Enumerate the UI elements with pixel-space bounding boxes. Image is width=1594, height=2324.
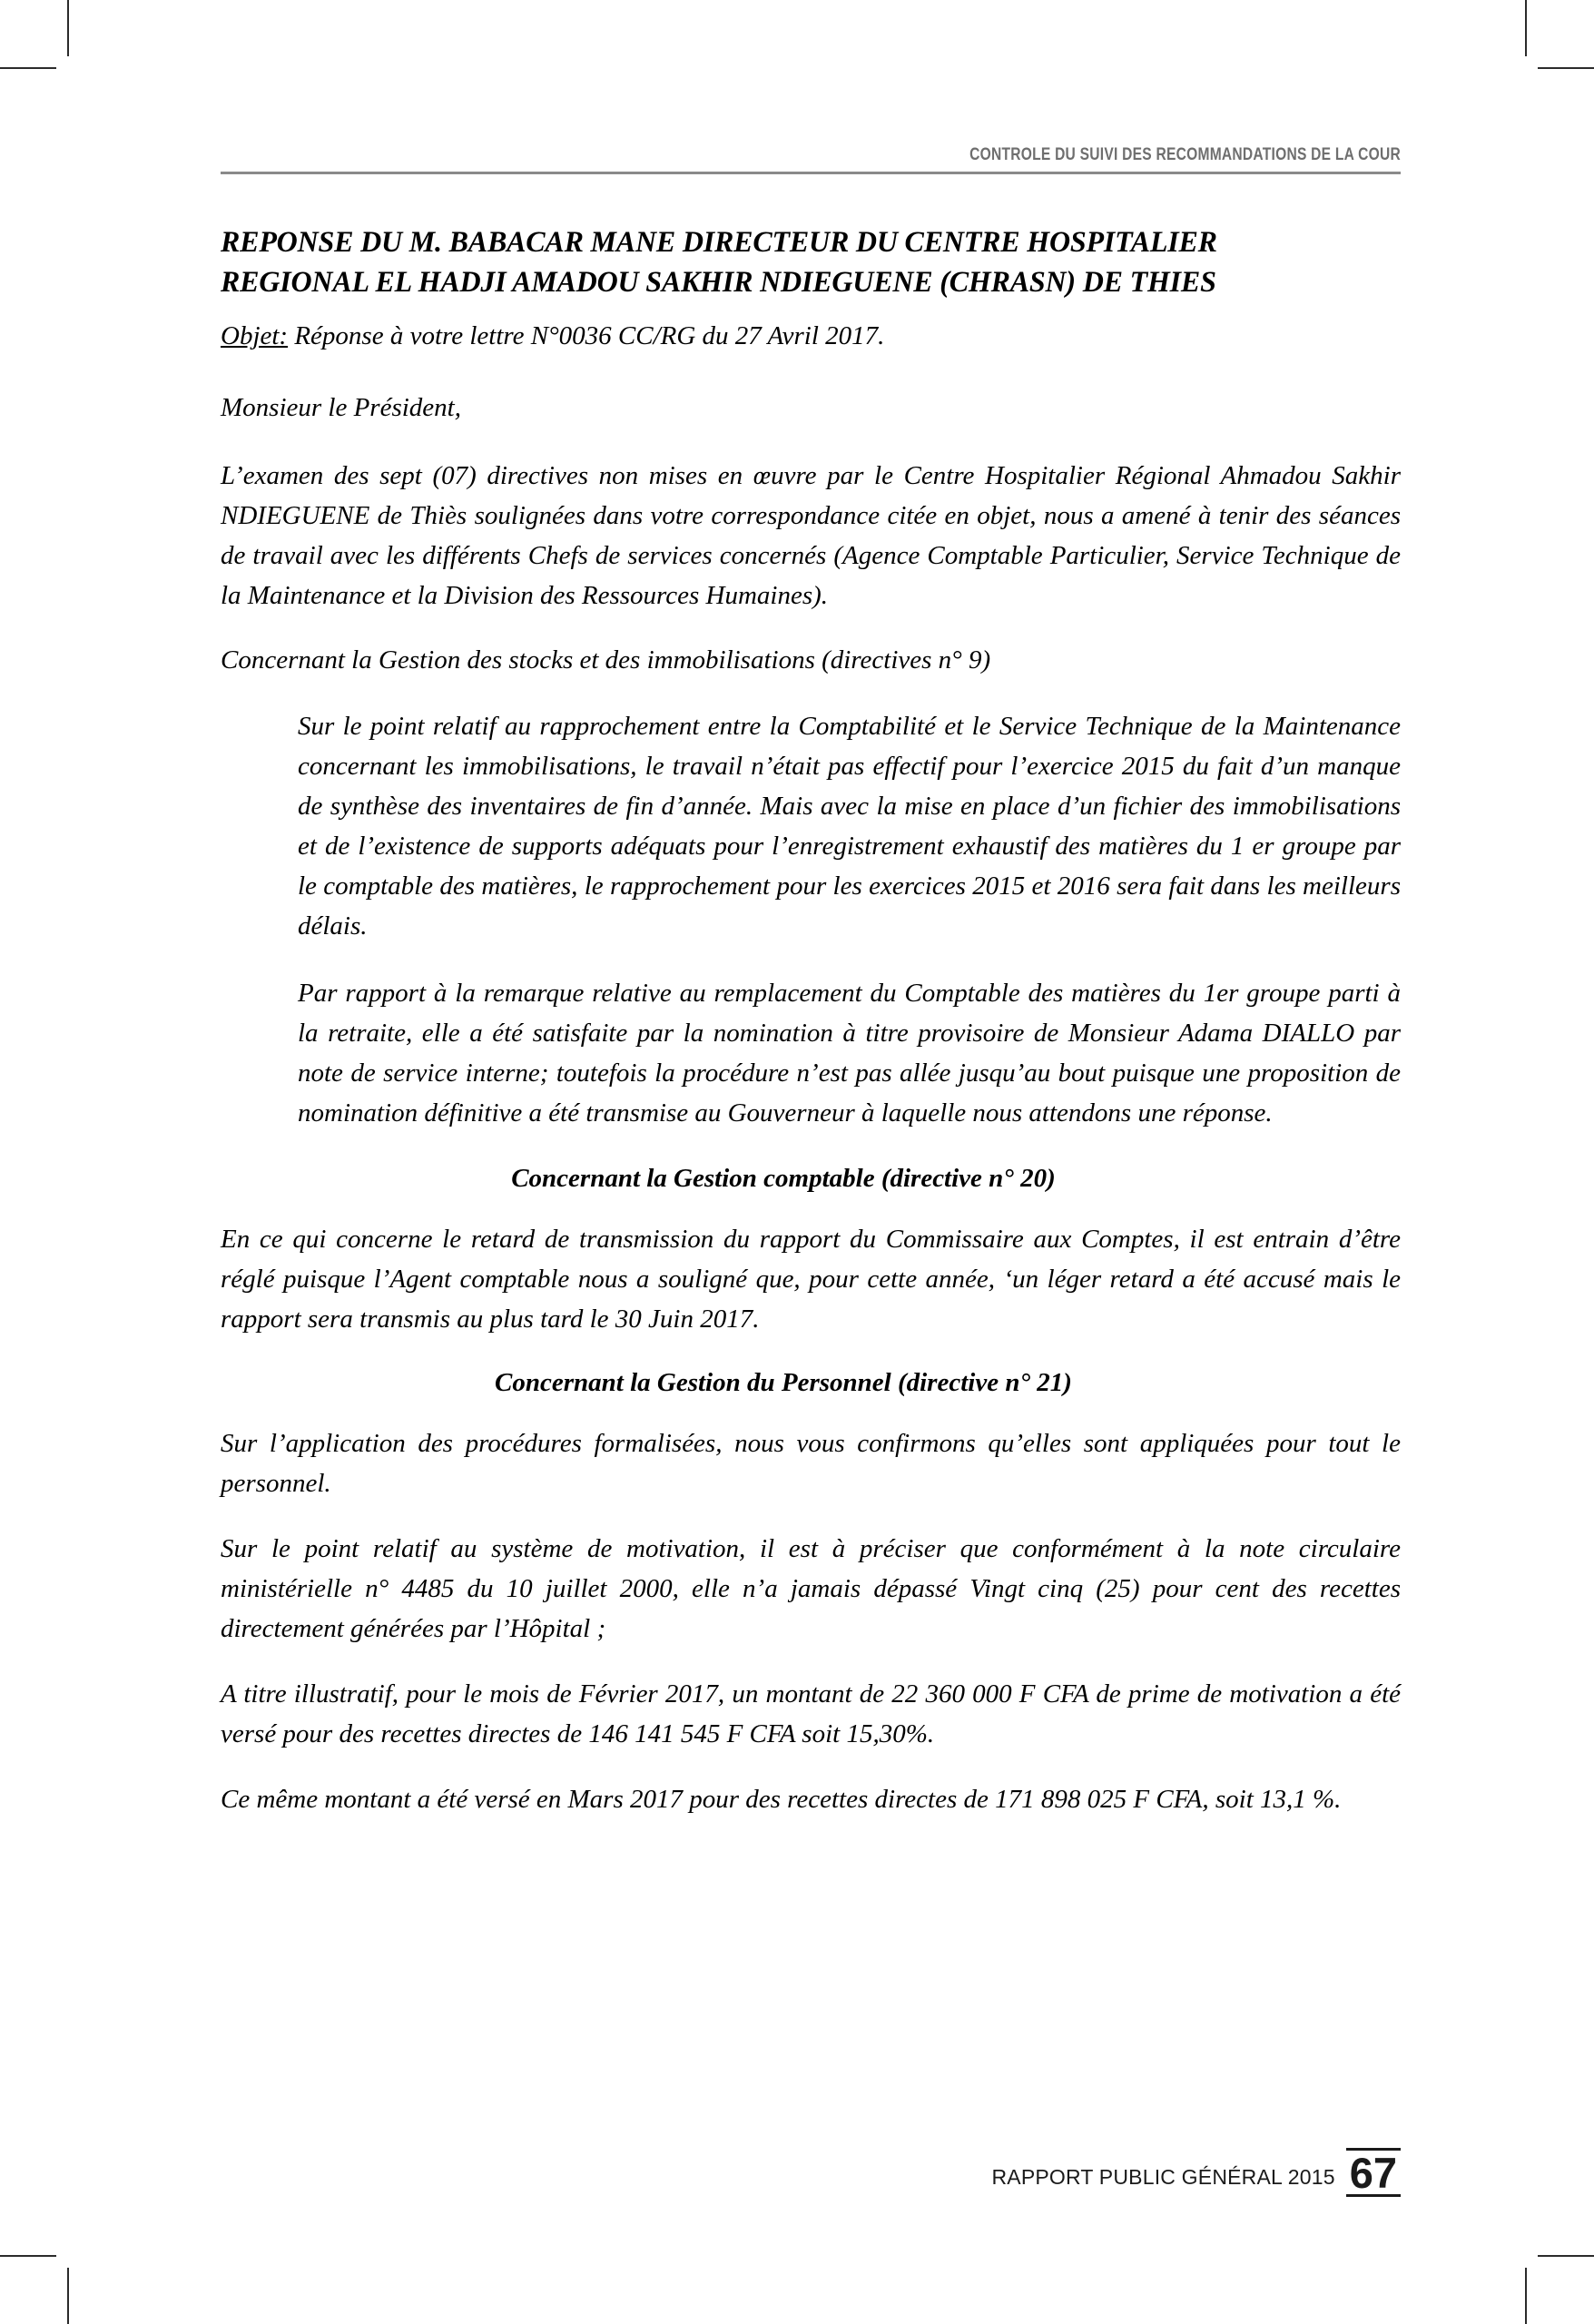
objet-line (221, 318, 1401, 355)
crop-mark-bottom-right-vertical (1525, 2268, 1527, 2324)
footer-label: RAPPORT PUBLIC GÉNÉRAL 2015 (991, 2165, 1335, 2189)
running-header-title: CONTROLE DU SUIVI DES RECOMMANDATIONS DE LA COUR (969, 145, 1401, 164)
document-body (221, 223, 1401, 1845)
running-header-rule (221, 172, 1401, 174)
document-page (221, 0, 1401, 2324)
crop-mark-top-left-horizontal (0, 67, 56, 69)
section-personnel-heading: Concernant la Gestion du Personnel (directive n° 21) (495, 1368, 1072, 1398)
crop-mark-top-left-vertical (67, 0, 69, 56)
intro-paragraph: L’examen des sept (07) directives non mises en œuvre par le Centre Hospitalier Régional Ahmadou Sakhir NDIEGUENE de Thiès soulignées dans votre correspondance citée en objet, nous a amené à tenir des séances de travail avec les différents Chefs de services concernés (Agence Comptable Particulier, Service Technique de la Maintenance et la Division des Ressources Humaines). (221, 460, 1401, 611)
section-personnel-paragraph-2: Sur le point relatif au système de motivation, il est à préciser que conformément à la note circulaire ministérielle n° 4485 du 10 juillet 2000, elle n’a jamais dépassé Vingt cinq (25) pour cent des recettes directement générées par l’Hôpital ; (221, 1534, 1401, 1644)
section-stocks-lead: Concernant la Gestion des stocks et des immobilisations (directives n° 9) (221, 645, 991, 675)
section-stocks-paragraph-1: Sur le point relatif au rapprochement entre la Comptabilité et le Service Technique de la Maintenance concernant les immobilisations, le travail n’était pas effectif pour l’exercice 2015 du fait d’un manque de synthèse des inventaires de fin d’année. Mais avec la mise en place d’un fichier des immobilisations et de l’existence de supports adéquats pour l’enregistrement exhaustif des matières du 1 er groupe par le comptable des matières, le rapprochement pour les exercices 2015 et 2016 sera fait dans les meilleurs délais. (298, 711, 1401, 941)
objet-value: Réponse à votre lettre N°0036 CC/RG du 27 Avril 2017. (288, 320, 885, 350)
page-footer (221, 2148, 1401, 2197)
crop-mark-bottom-left-vertical (67, 2268, 69, 2324)
crop-mark-top-right-horizontal (1538, 67, 1594, 69)
running-header (221, 145, 1401, 174)
section-personnel-paragraph-3: A titre illustratif, pour le mois de Février 2017, un montant de 22 360 000 F CFA de prime de motivation a été versé pour des recettes directes de 146 141 545 F CFA soit 15,30%. (221, 1679, 1401, 1749)
section-comptable-heading: Concernant la Gestion comptable (directive n° 20) (511, 1164, 1056, 1194)
crop-mark-bottom-left-horizontal (0, 2255, 56, 2257)
page-number-box (1346, 2148, 1401, 2197)
salutation: Monsieur le Président, (221, 393, 461, 423)
section-personnel-paragraph-4: Ce même montant a été versé en Mars 2017 pour des recettes directes de 171 898 025 F CFA, soit 13,1 %. (221, 1785, 1342, 1815)
objet-label: Objet: (221, 320, 289, 350)
section-comptable-paragraph-1: En ce qui concerne le retard de transmission du rapport du Commissaire aux Comptes, il est entrain d’être réglé puisque l’Agent comptable nous a souligné que, pour cette année, ‘un léger retard a été accusé mais le rapport sera transmis au plus tard le 30 Juin 2017. (221, 1225, 1401, 1334)
crop-mark-top-right-vertical (1525, 0, 1527, 56)
page-number: 67 (1349, 2149, 1397, 2197)
page-title: REPONSE DU M. BABACAR MANE DIRECTEUR DU CENTRE HOSPITALIER REGIONAL EL HADJI AMADOU SAKHIR NDIEGUENE (CHRASN) DE THIES (221, 226, 1217, 299)
section-stocks-body (298, 706, 1401, 1134)
section-stocks-paragraph-2: Par rapport à la remarque relative au remplacement du Comptable des matières du 1er groupe parti à la retraite, elle a été satisfaite par la nomination à titre provisoire de Monsieur Adama DIALLO par note de service interne; toutefois la procédure n’est pas allée jusqu’au bout puisque une proposition de nomination définitive a été transmise au Gouverneur à laquelle nous attendons une réponse. (298, 979, 1401, 1128)
section-personnel-paragraph-1: Sur l’application des procédures formalisées, nous vous confirmons qu’elles sont appliquées pour tout le personnel. (221, 1428, 1401, 1498)
crop-mark-bottom-right-horizontal (1538, 2255, 1594, 2257)
